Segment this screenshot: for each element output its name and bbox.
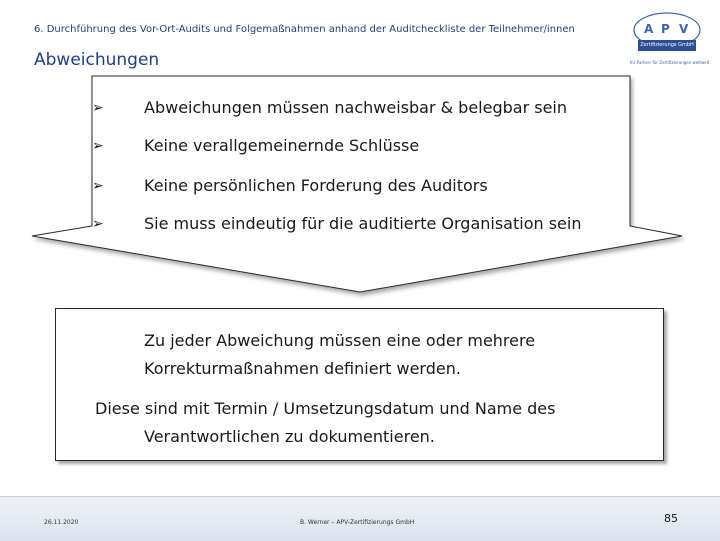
bullet-text: Keine persönlichen Forderung des Auditors: [144, 176, 488, 195]
bullet-arrow-icon: ➢: [92, 99, 104, 116]
logo-letter-3: V: [679, 22, 689, 36]
conclusion-line-3: Diese sind mit Termin / Umsetzungsdatum und Name des: [95, 399, 556, 418]
logo-subtitle: Zertifizierungs GmbH: [638, 40, 696, 51]
bullet-text: Keine verallgemeinernde Schlüsse: [144, 136, 420, 155]
logo-letter-1: A: [644, 22, 654, 36]
list-item: [92, 214, 581, 233]
bullet-arrow-icon: ➢: [92, 137, 104, 154]
footer-author: B. Werner – APV-Zertifizierungs GmbH: [300, 519, 415, 526]
list-item: [92, 136, 419, 155]
bullet-arrow-icon: ➢: [92, 215, 104, 232]
footer-date: 26.11.2020: [44, 519, 79, 526]
page-number: 85: [664, 512, 678, 525]
list-item: [92, 98, 567, 117]
conclusion-line-4: Verantwortlichen zu dokumentieren.: [144, 427, 435, 446]
bullet-arrow-icon: ➢: [92, 177, 104, 194]
conclusion-line-2: Korrekturmaßnahmen definiert werden.: [144, 359, 461, 378]
slide-title: Abweichungen: [34, 50, 160, 70]
logo-tagline: Ihr Partner für Zertifizierungen weltweit: [630, 60, 710, 65]
bullet-text: Sie muss eindeutig für die auditierte Organisation sein: [144, 214, 582, 233]
bullet-text: Abweichungen müssen nachweisbar & belegbar sein: [144, 98, 568, 117]
logo-letter-2: P: [661, 22, 670, 36]
slide-header-breadcrumb: 6. Durchführung des Vor-Ort-Audits und Folgemaßnahmen anhand der Auditcheckliste der Teilnehmer/innen: [34, 24, 575, 35]
list-item: [92, 176, 488, 195]
conclusion-line-1: Zu jeder Abweichung müssen eine oder mehrere: [144, 331, 536, 350]
